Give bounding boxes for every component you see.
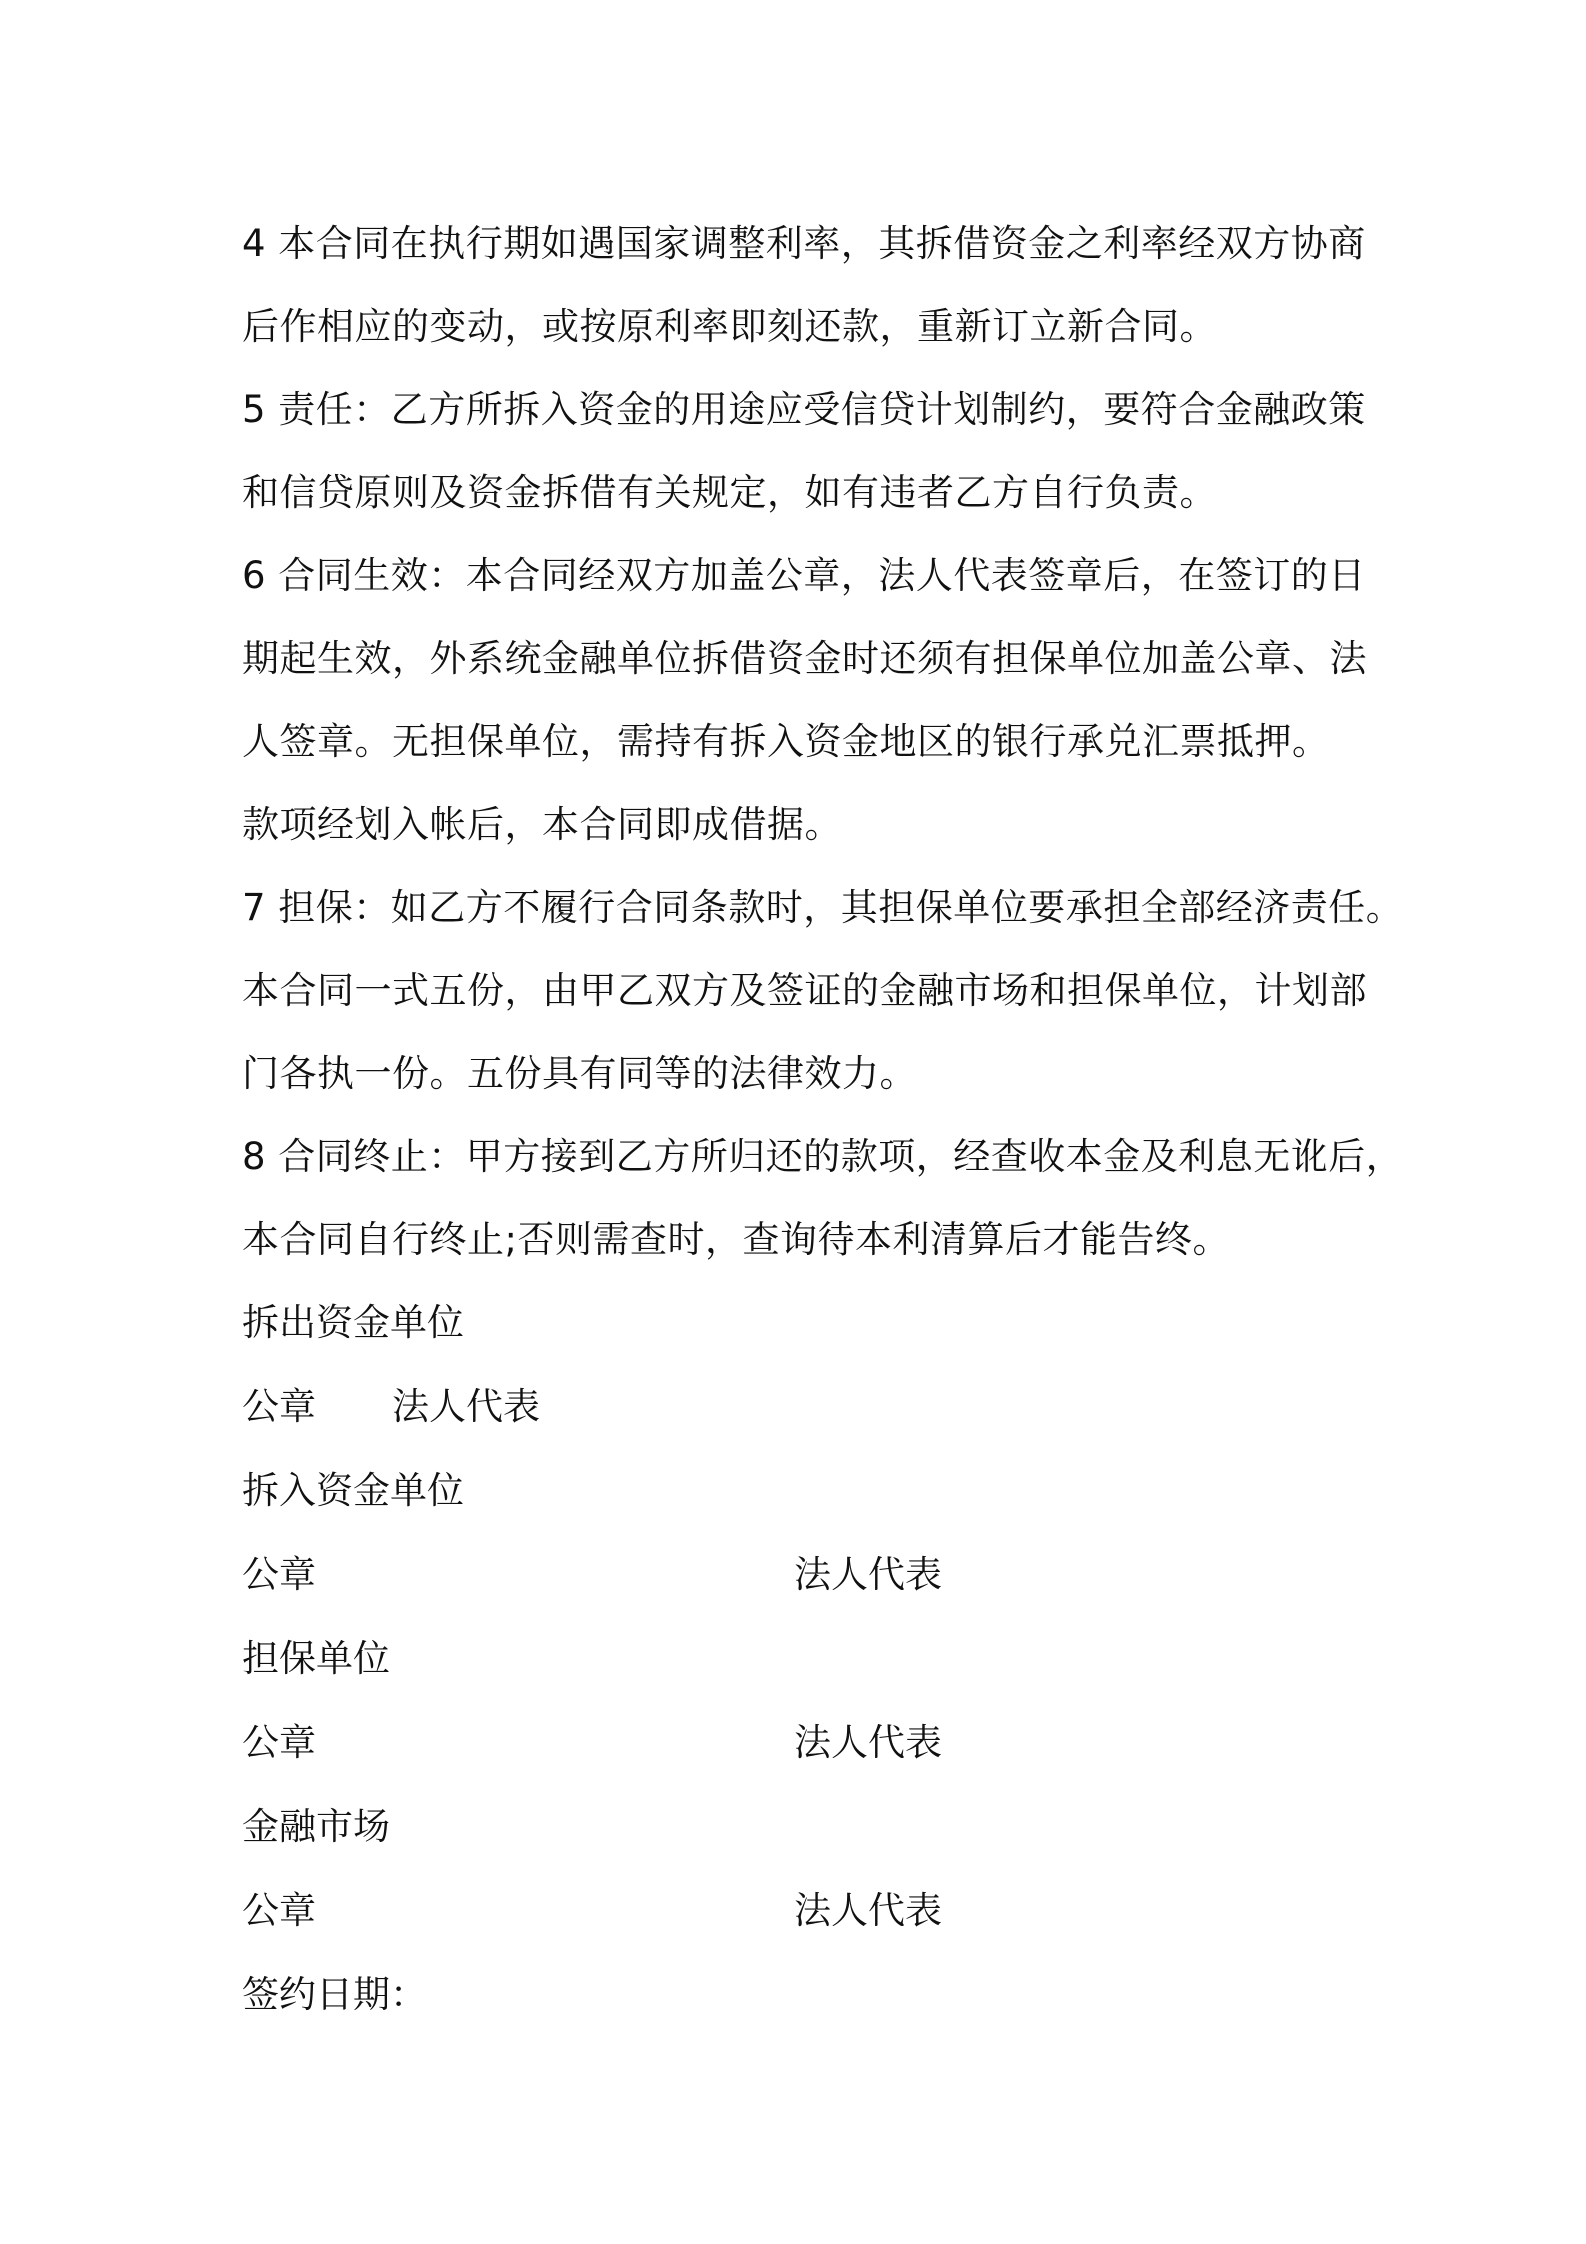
borrower-rep-label: 法人代表 (794, 1553, 942, 1596)
clause-6-line-1: 6 合同生效：本合同经双方加盖公章，法人代表签章后，在签订的日 (242, 554, 1366, 597)
guarantor-title-text: 担保单位 (242, 1637, 390, 1680)
signing-date-label: 签约日期： (242, 1973, 427, 2016)
lender-rep-label: 法人代表 (392, 1385, 540, 1428)
clause-6-line-4: 款项经划入帐后，本合同即成借据。 (242, 803, 842, 846)
document-content (242, 202, 1404, 2037)
clause-8-line-2: 本合同自行终止;否则需查时，查询待本利清算后才能告终。 (242, 1218, 1230, 1261)
borrower-title (242, 1449, 1362, 1533)
market-title-text: 金融市场 (242, 1805, 390, 1848)
market-title (242, 1785, 1362, 1869)
borrower-title-text: 拆入资金单位 (242, 1469, 464, 1512)
clause-7-line-3: 门各执一份。五份具有同等的法律效力。 (242, 1052, 917, 1095)
clause-7-line-2: 本合同一式五份，由甲乙双方及签证的金融市场和担保单位，计划部 (242, 969, 1367, 1012)
lender-seal-label: 公章 (242, 1385, 316, 1428)
clause-6-line-3: 人签章。无担保单位，需持有拆入资金地区的银行承兑汇票抵押。 (242, 720, 1330, 763)
guarantor-sign-row (242, 1701, 1362, 1785)
clause-4-line-1: 4 本合同在执行期如遇国家调整利率，其拆借资金之利率经双方协商 (242, 222, 1366, 265)
guarantor-rep-label: 法人代表 (794, 1721, 942, 1764)
borrower-seal-label: 公章 (242, 1553, 316, 1596)
lender-title-text: 拆出资金单位 (242, 1301, 464, 1344)
guarantor-title (242, 1617, 1362, 1701)
market-rep-label: 法人代表 (794, 1889, 942, 1932)
clause-5-line-2: 和信贷原则及资金拆借有关规定，如有违者乙方自行负责。 (242, 471, 1217, 514)
lender-sign-row (242, 1365, 1362, 1449)
clause-4-line-2: 后作相应的变动，或按原利率即刻还款，重新订立新合同。 (242, 305, 1217, 348)
signing-date (242, 1953, 1362, 2037)
lender-title (242, 1281, 1362, 1365)
clause-8-line-1: 8 合同终止：甲方接到乙方所归还的款项，经查收本金及利息无讹后， (242, 1135, 1404, 1178)
borrower-sign-row (242, 1533, 1362, 1617)
market-sign-row (242, 1869, 1362, 1953)
guarantor-seal-label: 公章 (242, 1721, 316, 1764)
clause-5-line-1: 5 责任：乙方所拆入资金的用途应受信贷计划制约，要符合金融政策 (242, 388, 1366, 431)
clause-6-line-2: 期起生效，外系统金融单位拆借资金时还须有担保单位加盖公章、法 (242, 637, 1367, 680)
clause-7-line-1: 7 担保：如乙方不履行合同条款时，其担保单位要承担全部经济责任。 (242, 886, 1404, 929)
market-seal-label: 公章 (242, 1889, 316, 1932)
